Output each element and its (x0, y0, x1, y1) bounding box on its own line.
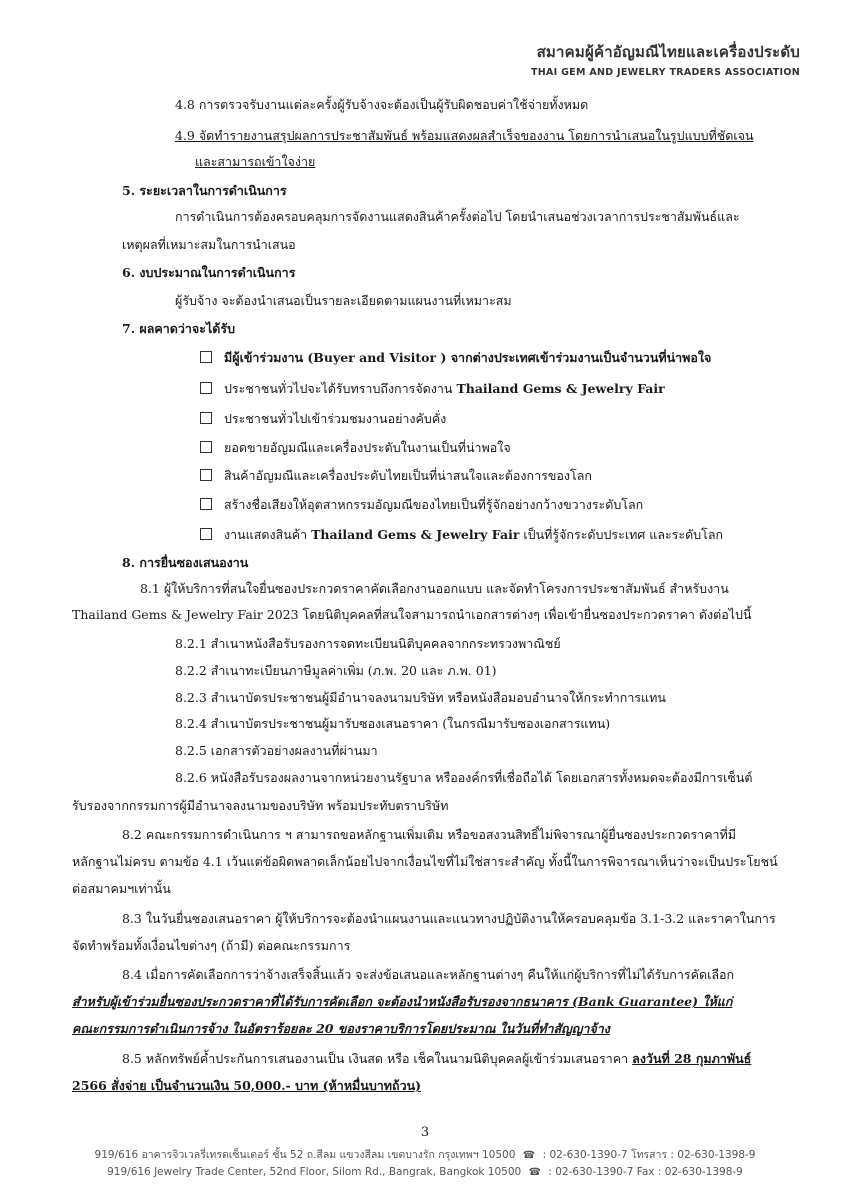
section-5-para-line1: การดำเนินการต้องครอบคลุมการจัดงานแสดงสินค้าครั้งต่อไป โดยนำเสนอช่วงเวลาการประชาสัมพันธ์และ (175, 209, 740, 224)
item-8-2-2: 8.2.2 สำเนาทะเบียนภาษีมูลค่าเพิ่ม (ภ.พ. 20 และ ภ.พ. 01) (175, 663, 497, 678)
expected-result-4-text: ยอดขายอัญมณีและเครื่องประดับในงานเป็นที่น่าพอใจ (224, 440, 511, 455)
expected-result-6-text: สร้างชื่อเสียงให้อุตสาหกรรมอัญมณีของไทยเป็นที่รู้จักอย่างกว้างขวางระดับโลก (224, 497, 644, 512)
association-thai-name: สมาคมผู้ค้าอัญมณีไทยและเครื่องประดับ (536, 43, 800, 61)
section-6-para: ผู้รับจ้าง จะต้องนำเสนอเป็นรายละเอียดตามแผนงานที่เหมาะสม (175, 293, 512, 308)
footer-english-address: 919/616 Jewelry Trade Center, 52nd Floor, Silom Rd., Bangrak, Bangkok 10500 (107, 1166, 522, 1178)
expected-result-2-text: ประชาชนทั่วไปจะได้รับทราบถึงการจัดงาน (224, 381, 457, 396)
checkbox-icon (200, 469, 212, 481)
expected-result-2 (200, 380, 665, 398)
expected-result-7 (200, 526, 723, 544)
footer-english (0, 1166, 850, 1178)
item-8-1-line1: 8.1 ผู้ให้บริการที่สนใจยื่นซองประกวดราคาคัดเลือกงานออกแบบ และจัดทำโครงการประชาสัมพันธ์ สำหรับงาน (140, 581, 729, 596)
expected-result-4 (200, 439, 511, 457)
footer-english-phone: : 02-630-1390-7 Fax : 02-630-1398-9 (548, 1166, 743, 1178)
item-8-2-6-line2: รับรองจากกรรมการผู้มีอำนาจลงนามของบริษัท พร้อมประทับตราบริษัท (72, 798, 449, 813)
association-english-name: THAI GEM AND JEWELRY TRADERS ASSOCIATION (530, 67, 800, 78)
item-8-2-line3: ต่อสมาคมฯเท่านั้น (72, 881, 171, 896)
item-8-3-line2: จัดทำพร้อมทั้งเงื่อนไขต่างๆ (ถ้ามี) ต่อคณะกรรมการ (72, 938, 351, 953)
expected-result-7-text: งานแสดงสินค้า (224, 527, 312, 542)
expected-result-7-tail: เป็นที่รู้จักระดับประเทศ และระดับโลก (519, 527, 724, 542)
item-8-4-line3: คณะกรรมการดำเนินการจ้าง ในอัตราร้อยละ 20 ของราคาบริการโดยประมาณ ในวันที่ทำสัญญาจ้าง (72, 1021, 610, 1036)
section-7-heading: 7. ผลคาดว่าจะได้รับ (122, 321, 236, 336)
item-8-2-5: 8.2.5 เอกสารตัวอย่างผลงานที่ผ่านมา (175, 743, 378, 758)
item-8-2-4: 8.2.4 สำเนาบัตรประชาชนผู้มารับซองเสนอราคา (ในกรณีมารับซองเอกสารแทน) (175, 716, 611, 731)
checkbox-icon (200, 441, 212, 453)
item-8-5-date: ลงวันที่ 28 กุมภาพันธ์ (632, 1051, 752, 1066)
expected-result-3-text: ประชาชนทั่วไปเข้าร่วมชมงานอย่างคับคั่ง (224, 411, 447, 426)
section-8-heading: 8. การยื่นซองเสนองาน (122, 555, 249, 570)
expected-result-6 (200, 496, 643, 514)
item-4-9-line2: และสามารถเข้าใจง่าย (195, 154, 316, 169)
item-8-5-line2: 2566 สั่งจ่าย เป็นจำนวนเงิน 50,000.- บาท (ห้าหมื่นบาทถ้วน) (72, 1078, 422, 1093)
checkbox-icon (200, 528, 212, 540)
expected-result-3 (200, 410, 446, 428)
item-8-4-line2: สำหรับผู้เข้าร่วมยื่นซองประกวดราคาที่ได้รับการคัดเลือก จะต้องนำหนังสือรับรองจากธนาคาร (Bank Guarantee) ให้แก่ (72, 994, 733, 1009)
item-8-2-line1: 8.2 คณะกรรมการดำเนินการ ฯ สามารถขอหลักฐานเพิ่มเติม หรือขอสงวนสิทธิ์ไม่พิจารณาผู้ยื่นซองประกวดราคาที่มี (122, 827, 737, 842)
section-6-heading: 6. งบประมาณในการดำเนินการ (122, 265, 296, 280)
phone-icon: ☎ (528, 1167, 542, 1178)
section-5-para-line2: เหตุผลที่เหมาะสมในการนำเสนอ (122, 237, 296, 252)
expected-result-1-text: มีผู้เข้าร่วมงาน (Buyer and Visitor ) จากต่างประเทศเข้าร่วมงานเป็นจำนวนที่น่าพอใจ (224, 350, 712, 365)
item-8-5-line1 (122, 1050, 751, 1068)
expected-result-5-text: สินค้าอัญมณีและเครื่องประดับไทยเป็นที่น่าสนใจและต้องการของโลก (224, 468, 592, 483)
item-8-1-line2: Thailand Gems & Jewelry Fair 2023 โดยนิติบุคคลที่สนใจสามารถนำเอกสารต่างๆ เพื่อเข้ายื่นซองประกวดราคา ดังต่อไปนี้ (72, 607, 752, 622)
checkbox-icon (200, 351, 212, 363)
checkbox-icon (200, 412, 212, 424)
footer-thai-phone: : 02-630-1390-7 โทรสาร : 02-630-1398-9 (542, 1149, 756, 1161)
item-8-2-line2: หลักฐานไม่ครบ ตามข้อ 4.1 เว้นแต่ข้อผิดพลาดเล็กน้อยไปจากเงื่อนไขที่ไม่ใช่สาระสำคัญ ทั้งนี้ในการพิจารณาเห็นว่าจะเป็นประโยชน์ (72, 854, 778, 869)
letterhead (531, 40, 800, 78)
item-8-3-line1: 8.3 ในวันยื่นซองเสนอราคา ผู้ให้บริการจะต้องนำแผนงานและแนวทางปฏิบัติงานให้ครอบคลุมข้อ 3.1-3.2 และราคาในการ (122, 911, 776, 926)
item-8-2-1: 8.2.1 สำเนาหนังสือรับรองการจดทะเบียนนิติบุคคลจากกระทรวงพาณิชย์ (175, 636, 561, 651)
expected-result-1 (200, 349, 711, 367)
section-5-heading: 5. ระยะเวลาในการดำเนินการ (122, 183, 287, 198)
item-4-9-line1: 4.9 จัดทำรายงานสรุปผลการประชาสัมพันธ์ พร้อมแสดงผลสำเร็จของงาน โดยการนำเสนอในรูปแบบที่ชัดเจน (175, 128, 754, 143)
expected-result-5 (200, 467, 592, 485)
item-4-8: 4.8 การตรวจรับงานแต่ละครั้งผู้รับจ้างจะต้องเป็นผู้รับผิดชอบค่าใช้จ่ายทั้งหมด (175, 97, 589, 112)
checkbox-icon (200, 498, 212, 510)
page-number: 3 (420, 1125, 430, 1140)
fair-name: Thailand Gems & Jewelry Fair (456, 381, 665, 396)
item-8-2-3: 8.2.3 สำเนาบัตรประชาชนผู้มีอำนาจลงนามบริษัท หรือหนังสือมอบอำนาจให้กระทำการแทน (175, 690, 666, 705)
item-8-4-line1: 8.4 เมื่อการคัดเลือกการว่าจ้างเสร็จสิ้นแล้ว จะส่งข้อเสนอและหลักฐานต่างๆ คืนให้แก่ผู้บริการที่ไม่ได้รับการคัดเลือก (122, 967, 735, 982)
footer-thai (0, 1146, 850, 1163)
item-8-2-6-line1: 8.2.6 หนังสือรับรองผลงานจากหน่วยงานรัฐบาล หรือองค์กรที่เชื่อถือได้ โดยเอกสารทั้งหมดจะต้องมีการเซ็นต์ (175, 770, 753, 785)
phone-icon: ☎ (522, 1150, 536, 1161)
fair-name: Thailand Gems & Jewelry Fair (311, 527, 520, 542)
item-8-5-text: 8.5 หลักทรัพย์ค้ำประกันการเสนองานเป็น เงินสด หรือ เช็คในนามนิติบุคคลผู้เข้าร่วมเสนอราคา (122, 1051, 633, 1066)
footer-thai-address: 919/616 อาคารจิวเวลรี่เทรดเซ็นเตอร์ ชั้น 52 ถ.สีลม แขวงสีลม เขตบางรัก กรุงเทพฯ 10500 (94, 1149, 516, 1161)
checkbox-icon (200, 382, 212, 394)
